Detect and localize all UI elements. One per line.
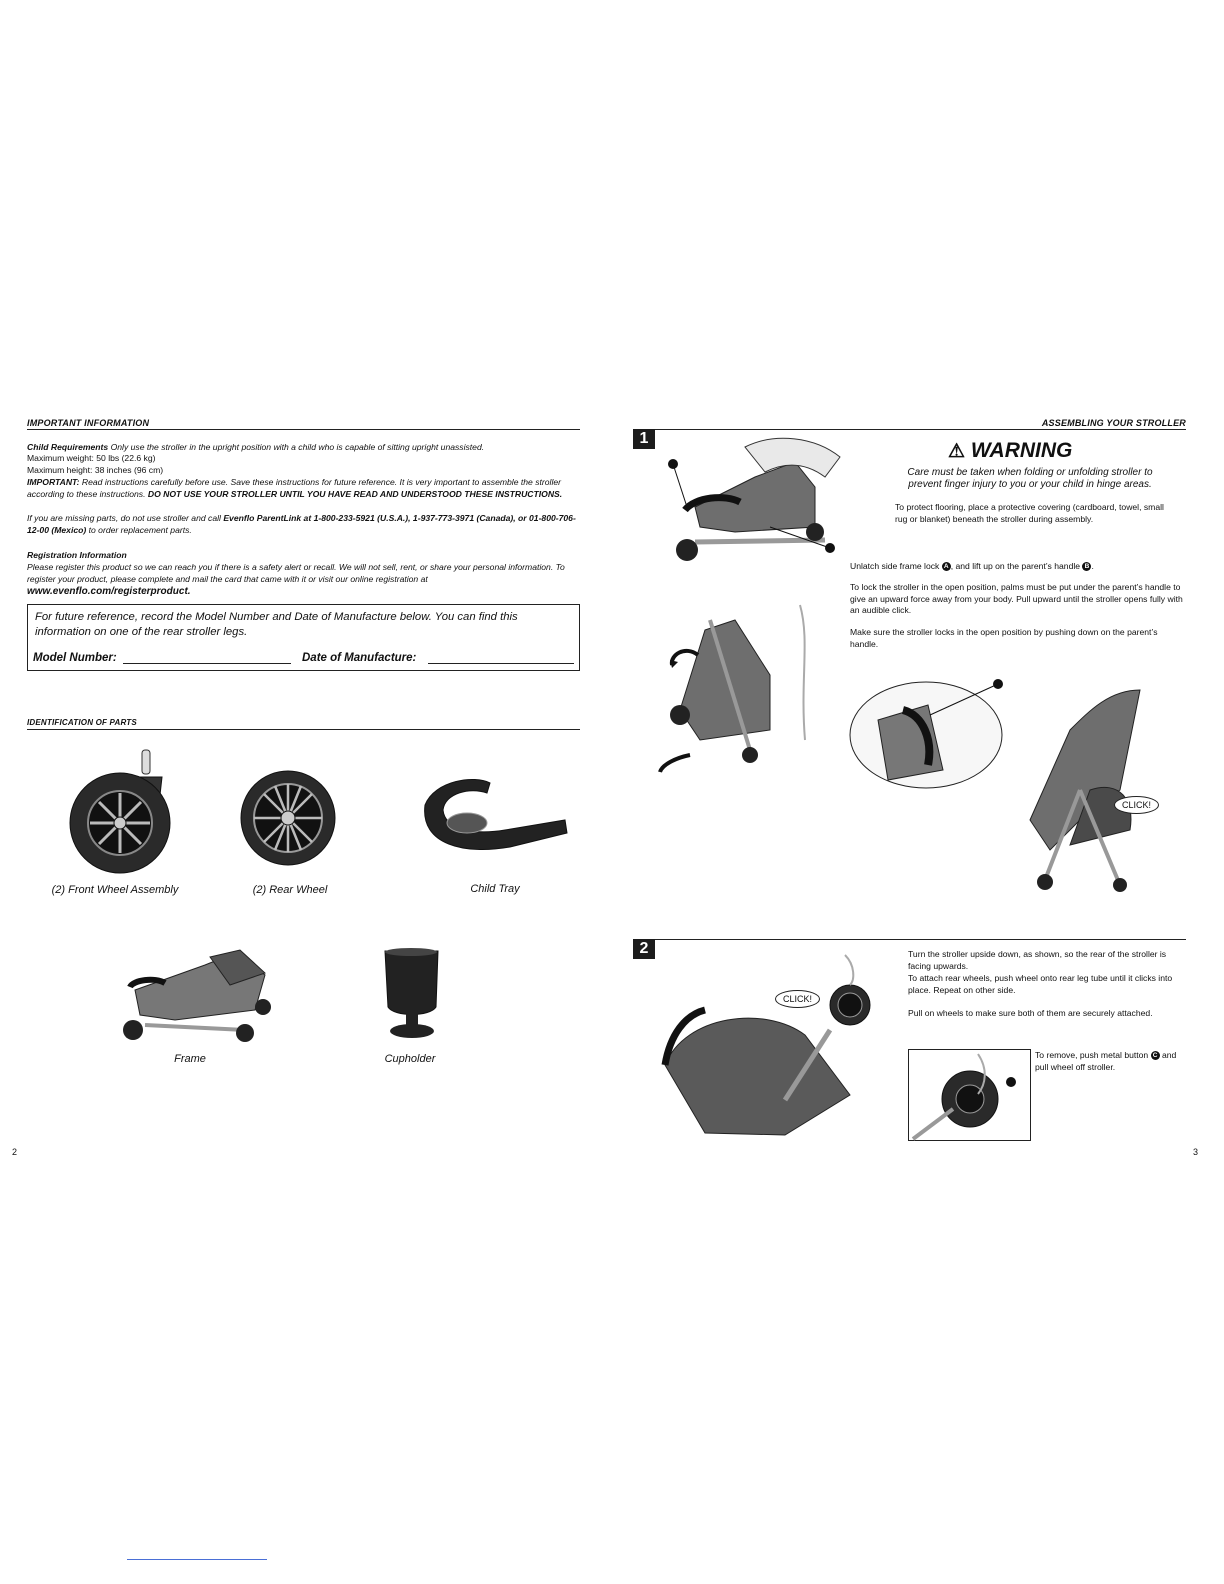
warning-text: Care must be taken when folding or unfolding stroller to prevent finger injury to you or your child in hinge areas. bbox=[907, 467, 1153, 490]
click-label-step-2: CLICK! bbox=[775, 990, 820, 1008]
child-requirements bbox=[27, 442, 580, 454]
page-number-right: 3 bbox=[1193, 1147, 1199, 1157]
warning-title-text: WARNING bbox=[970, 439, 1073, 462]
assembling-heading: ASSEMBLING YOUR STROLLER bbox=[1041, 418, 1186, 428]
warning-triangle-icon: ⚠ bbox=[948, 441, 966, 462]
important-label: IMPORTANT: bbox=[27, 477, 80, 487]
max-height: Maximum height: 38 inches (96 cm) bbox=[27, 465, 164, 475]
lock-text: To lock the stroller in the open position, palms must be put under the parent’s handle to give an upward force away from your body. Pull upward until the stroller opens fully with an audible click. bbox=[850, 582, 1183, 616]
front-wheel-caption: (2) Front Wheel Assembly bbox=[51, 884, 179, 896]
protect-flooring-text: To protect flooring, place a protective covering (cardboard, towel, small rug or blanket) beneath the stroller during assembly. bbox=[895, 502, 1164, 524]
max-weight: Maximum weight: 50 lbs (22.6 kg) bbox=[27, 453, 156, 463]
warning-title bbox=[948, 439, 1072, 463]
model-number-line[interactable] bbox=[123, 663, 291, 664]
date-of-manufacture-label: Date of Manufacture: bbox=[302, 652, 417, 664]
important-paragraph bbox=[27, 477, 580, 500]
record-info-box bbox=[27, 604, 580, 671]
unlatch-mid: , and lift up on the parent’s handle bbox=[950, 561, 1081, 571]
remove-pre: To remove, push metal button bbox=[1035, 1050, 1149, 1060]
heading-rule bbox=[27, 729, 580, 730]
frame-caption: Frame bbox=[174, 1053, 206, 1065]
heading-rule bbox=[633, 429, 1186, 430]
date-of-manufacture-line[interactable] bbox=[428, 663, 574, 664]
unlatch-post: . bbox=[1091, 561, 1094, 571]
important-text: Read instructions carefully before use. Save these instructions for future reference. It is very important to assemble the stroller according to these instructions. bbox=[27, 477, 561, 499]
missing-parts-pre: If you are missing parts, do not use stroller and call bbox=[27, 513, 221, 523]
record-box-text: For future reference, record the Model Number and Date of Manufacture below. You can find this information on one of the rear stroller legs. bbox=[35, 611, 518, 638]
heading-rule bbox=[27, 429, 580, 430]
unlatch-text bbox=[850, 561, 1186, 573]
identification-heading: IDENTIFICATION OF PARTS bbox=[27, 718, 137, 727]
frame-illustration bbox=[115, 945, 275, 1045]
marker-b: B bbox=[1082, 562, 1091, 571]
step-2-number: 2 bbox=[633, 939, 655, 959]
registration-url: www.evenflo.com/registerproduct. bbox=[27, 586, 191, 597]
step-1-number: 1 bbox=[633, 429, 655, 449]
marker-c: C bbox=[1151, 1051, 1160, 1060]
parentlink-phone-numbers: Evenflo ParentLink at 1-800-233-5921 (U.S.A.), 1-937-773-3971 (Canada), or 01-800-706-12-00 (Mexico) bbox=[27, 513, 576, 535]
step-2-upside-down-illustration bbox=[645, 955, 885, 1145]
turn-upside-down-text: Turn the stroller upside down, as shown, so the rear of the stroller is facing upwards. bbox=[908, 949, 1167, 971]
step-1-fold-illustration bbox=[665, 432, 845, 572]
footnote-link-line[interactable] bbox=[127, 1559, 267, 1560]
marker-a: A bbox=[942, 562, 951, 571]
rear-wheel-illustration bbox=[240, 770, 340, 870]
step-1-unfold-illustration bbox=[650, 600, 850, 775]
remove-wheel-text bbox=[1035, 1050, 1185, 1073]
remove-post: and pull wheel off stroller. bbox=[1035, 1050, 1177, 1072]
remove-wheel-detail bbox=[908, 1049, 1032, 1142]
child-tray-illustration bbox=[415, 775, 575, 865]
unlatch-pre: Unlatch side frame lock bbox=[850, 561, 940, 571]
child-requirements-text: Only use the stroller in the upright position with a child who is capable of sitting upright unassisted. bbox=[110, 442, 485, 452]
important-bold: DO NOT USE YOUR STROLLER UNTIL YOU HAVE READ AND UNDERSTOOD THESE INSTRUCTIONS. bbox=[147, 488, 563, 499]
page-number-left: 2 bbox=[12, 1147, 18, 1157]
missing-parts-paragraph bbox=[27, 513, 580, 536]
pull-wheels-text: Pull on wheels to make sure both of them are securely attached. bbox=[908, 1008, 1153, 1018]
missing-parts-post: to order replacement parts. bbox=[88, 524, 192, 535]
make-sure-text: Make sure the stroller locks in the open position by pushing down on the parent’s handle. bbox=[850, 627, 1158, 649]
attach-rear-wheels-text: To attach rear wheels, push wheel onto rear leg tube until it clicks into place. Repeat on other side. bbox=[908, 973, 1173, 995]
front-wheel-assembly-illustration bbox=[60, 745, 180, 875]
handle-detail-circle bbox=[848, 680, 1008, 790]
registration-text: Please register this product so we can reach you if there is a safety alert or recall. We will not sell, rent, or share your personal information. To register your product, please complete and mail the card that came with it or visit our online registration at bbox=[27, 562, 565, 584]
child-tray-caption: Child Tray bbox=[470, 883, 520, 895]
cupholder-illustration bbox=[380, 947, 445, 1042]
step-1-open-stroller-illustration bbox=[1010, 670, 1170, 900]
wheel-stem bbox=[142, 750, 150, 774]
rear-wheel-caption: (2) Rear Wheel bbox=[252, 884, 328, 896]
important-information-heading: IMPORTANT INFORMATION bbox=[27, 418, 150, 428]
child-requirements-label: Child Requirements bbox=[27, 442, 109, 452]
click-label-step-1: CLICK! bbox=[1114, 796, 1159, 814]
model-number-label: Model Number: bbox=[33, 652, 117, 664]
step-2-rule bbox=[633, 939, 1186, 940]
cupholder-caption: Cupholder bbox=[384, 1053, 436, 1065]
registration-heading: Registration Information bbox=[27, 550, 127, 560]
